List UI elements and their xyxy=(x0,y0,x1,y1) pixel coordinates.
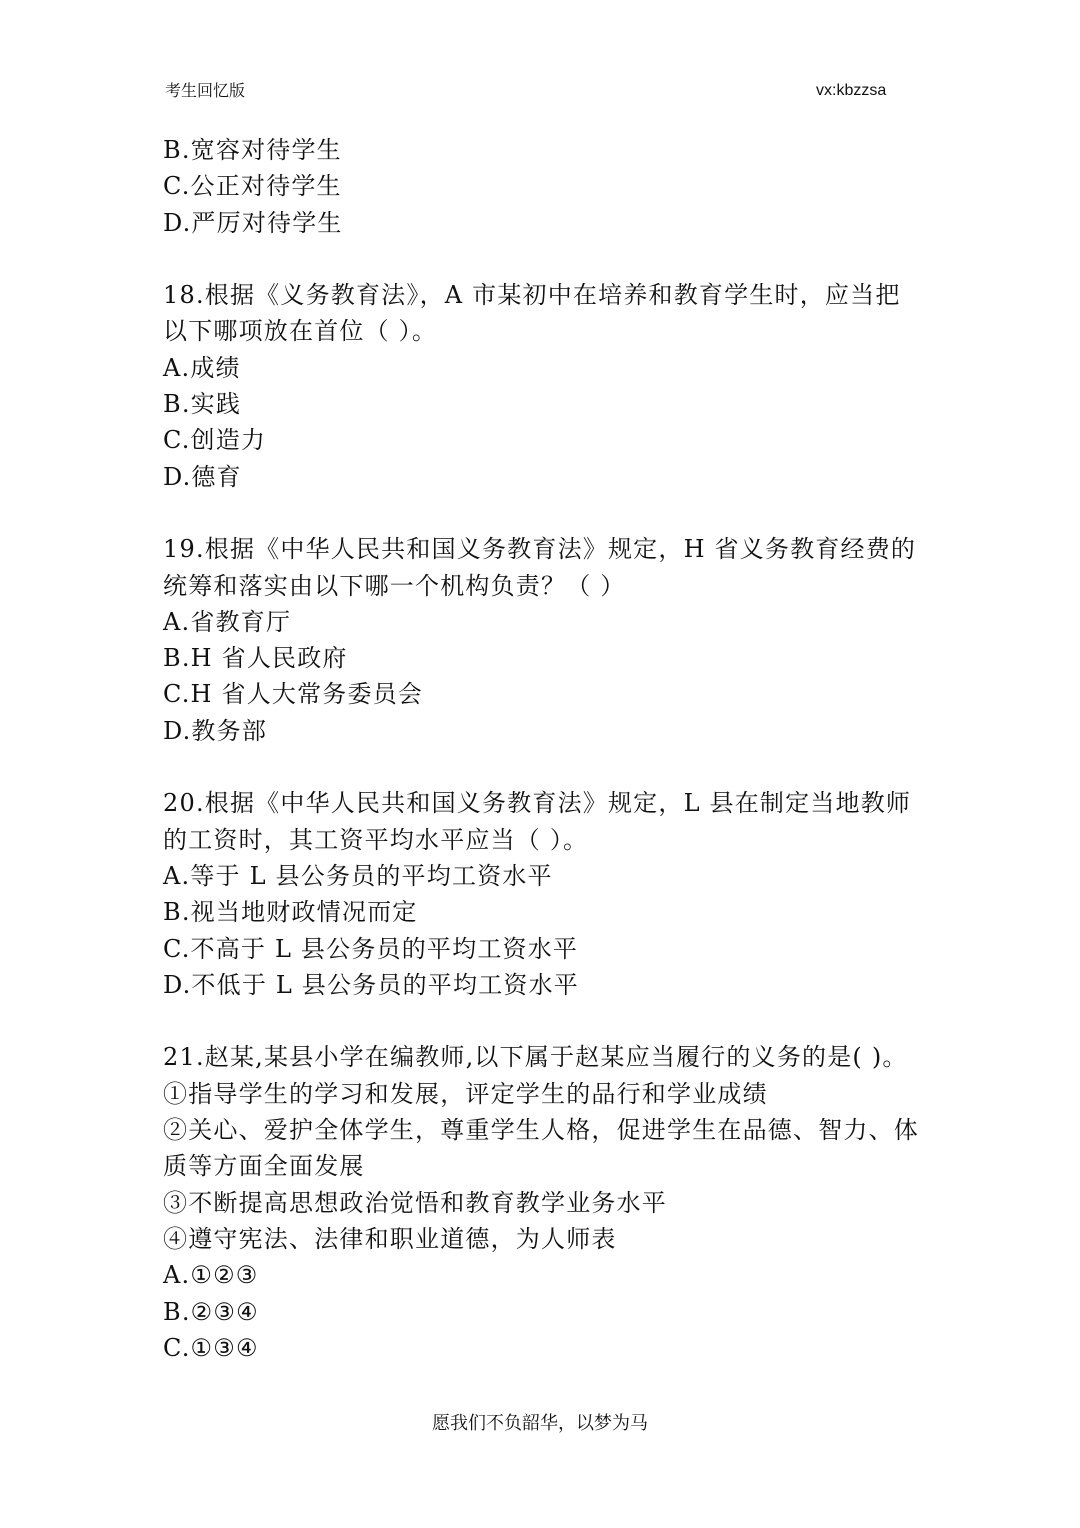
option-c: C.创造力 xyxy=(163,426,267,455)
question-stem: 的工资时，其工资平均水平应当（ ）。 xyxy=(163,825,589,854)
option-b: B.视当地财政情况而定 xyxy=(163,898,418,927)
option-b: B.H 省人民政府 xyxy=(163,644,348,673)
option-c: C.不高于 L 县公务员的平均工资水平 xyxy=(163,934,579,963)
statement-item: ④遵守宪法、法律和职业道德，为人师表 xyxy=(163,1224,617,1253)
question-stem: 20.根据《中华人民共和国义务教育法》规定，L 县在制定当地教师 xyxy=(163,789,912,818)
option-a: A.①②③ xyxy=(163,1261,259,1290)
question-21 xyxy=(163,1039,923,1366)
option-a: A.省教育厅 xyxy=(163,607,292,636)
header-left-label: 考生回忆版 xyxy=(165,81,246,100)
option-c: C.H 省人大常务委员会 xyxy=(163,680,424,709)
question-stem: 19.根据《中华人民共和国义务教育法》规定，H 省义务教育经费的 xyxy=(163,535,917,564)
question-19 xyxy=(163,531,923,749)
option-d: D.教务部 xyxy=(163,716,268,745)
option-c: C.公正对待学生 xyxy=(163,172,342,201)
question-stem: 统筹和落实由以下哪一个机构负责？（ ） xyxy=(163,571,626,600)
option-a: A.等于 L 县公务员的平均工资水平 xyxy=(163,861,553,890)
option-d: D.严厉对待学生 xyxy=(163,208,343,237)
option-a: A.成绩 xyxy=(163,353,241,382)
statement-item: 质等方面全面发展 xyxy=(163,1152,365,1181)
question-stem: 以下哪项放在首位（ ）。 xyxy=(163,317,438,346)
option-d: D.德育 xyxy=(163,462,242,491)
page-footer: 愿我们不负韶华，以梦为马 xyxy=(432,1413,648,1434)
question-18 xyxy=(163,277,923,495)
statement-item: ②关心、爱护全体学生，尊重学生人格，促进学生在品德、智力、体 xyxy=(163,1116,919,1145)
option-b: B.实践 xyxy=(163,390,242,419)
previous-question-options xyxy=(163,132,923,241)
question-stem: 18.根据《义务教育法》，A 市某初中在培养和教育学生时，应当把 xyxy=(163,281,901,310)
option-b: B.②③④ xyxy=(163,1297,259,1326)
statement-item: ③不断提高思想政治觉悟和教育教学业务水平 xyxy=(163,1188,667,1217)
question-stem: 21.赵某,某县小学在编教师,以下属于赵某应当履行的义务的是( )。 xyxy=(163,1043,908,1072)
option-b: B.宽容对待学生 xyxy=(163,136,342,164)
document-body xyxy=(163,132,923,1366)
option-d: D.不低于 L 县公务员的平均工资水平 xyxy=(163,970,580,999)
statement-item: ①指导学生的学习和发展，评定学生的品行和学业成绩 xyxy=(163,1079,768,1108)
option-c: C.①③④ xyxy=(163,1333,259,1362)
question-20 xyxy=(163,785,923,1003)
header-right-contact: vx:kbzzsa xyxy=(816,82,887,99)
